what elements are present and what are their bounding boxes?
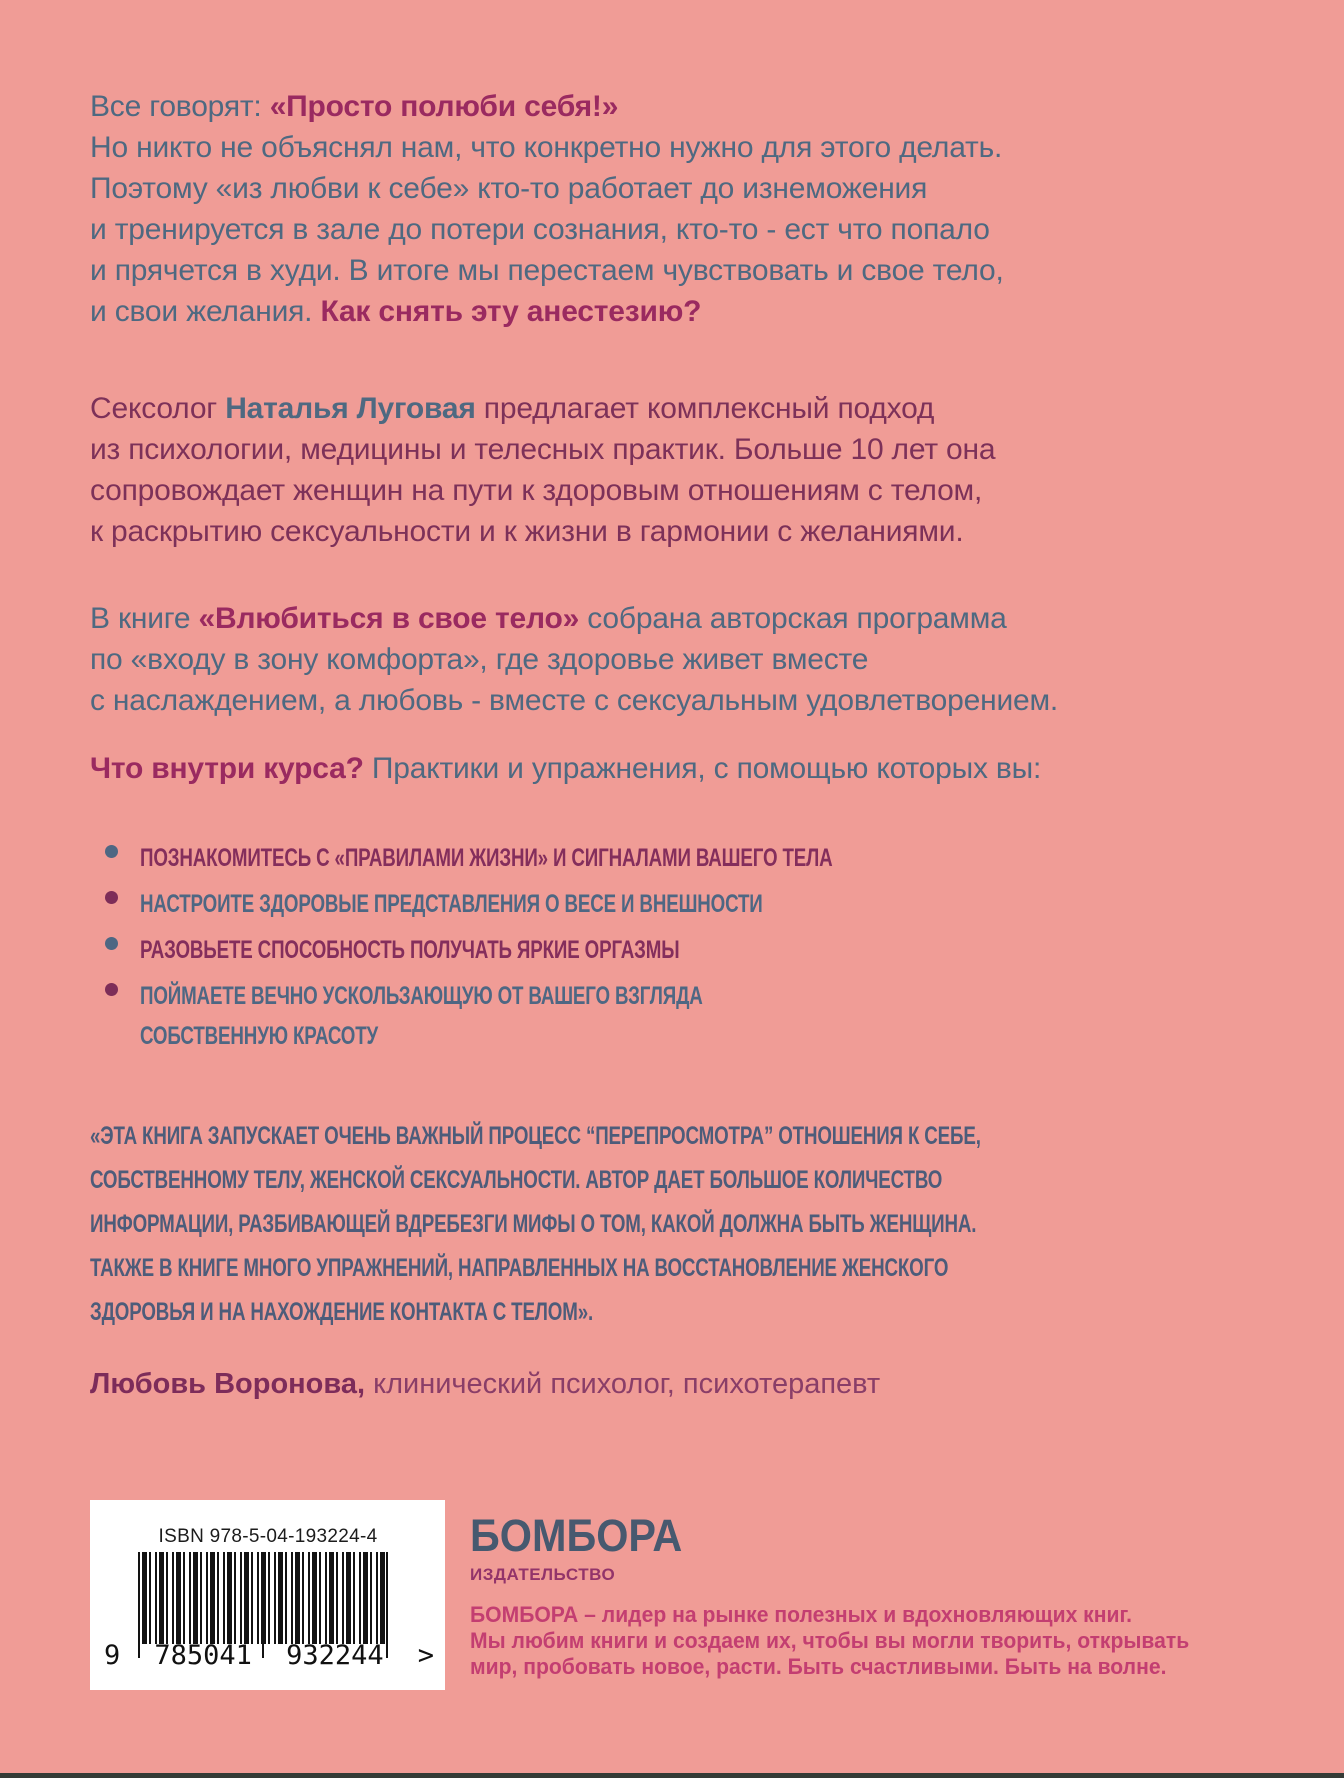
bullet-item-2 [105,884,970,924]
book-line1-post: собрана авторская программа [579,602,1007,635]
author-line-1 [90,388,995,429]
barcode-digit-lead: 9 [104,1640,121,1671]
barcode-digit-group2: 932244 [286,1640,384,1671]
book-paragraph [90,598,1058,721]
publisher-desc-line-3: мир, пробовать новое, расти. Быть счастливыми. Быть на волне. [470,1654,1167,1679]
bullet-dot-icon [105,983,118,996]
barcode-suffix: > [417,1640,434,1671]
intro-line-5: и прячется в худи. В итоге мы перестаем чувствовать и свое тело, [90,254,1004,287]
publisher-logo: БОМБОРА [470,1510,683,1561]
bullet-4-text [140,976,890,1056]
intro-line-4: и тренируется в зале до потери сознания, кто-то - ест что попало [90,213,990,246]
bullet-2-text: НАСТРОИТЕ ЗДОРОВЫЕ ПРЕДСТАВЛЕНИЯ О ВЕСЕ И ВНЕШНОСТИ [140,890,763,918]
quote-line-1: «ЭТА КНИГА ЗАПУСКАЕТ ОЧЕНЬ ВАЖНЫЙ ПРОЦЕСС “ПЕРЕПРОСМОТРА” ОТНОШЕНИЯ К СЕБЕ, [90,1122,981,1150]
book-line-2: по «входу в зону комфорта», где здоровье живет вместе [90,643,869,676]
quote-line-3: ИНФОРМАЦИИ, РАЗБИВАЮЩЕЙ ВДРЕБЕЗГИ МИФЫ О ТОМ, КАКОЙ ДОЛЖНА БЫТЬ ЖЕНЩИНА. [90,1210,977,1238]
bullet-3-text: РАЗОВЬЕТЕ СПОСОБНОСТЬ ПОЛУЧАТЬ ЯРКИЕ ОРГАЗМЫ [140,936,680,964]
intro-line-6 [90,291,1004,332]
isbn-barcode-box [90,1500,445,1690]
intro-line1-normal: Все говорят: [90,90,270,123]
bullet-item-3 [105,930,859,970]
quote-line-4: ТАКЖЕ В КНИГЕ МНОГО УПРАЖНЕНИЙ, НАПРАВЛЕННЫХ НА ВОССТАНОВЛЕНИЕ ЖЕНСКОГО [90,1254,949,1282]
intro-line6-bold: Как снять эту анестезию? [320,295,702,328]
barcode-digit-group1: 785041 [154,1640,252,1671]
author-line-4: к раскрытию сексуальности и к жизни в гармонии с желаниями. [90,515,964,548]
publisher-desc-line-2: Мы любим книги и создаем их, чтобы вы могли творить, открывать [470,1628,1190,1653]
reviewer-role: клинический психолог, психотерапевт [365,1368,881,1400]
quote-attribution [90,1368,880,1401]
intro-line-3: Поэтому «из любви к себе» кто-то работает до изнеможения [90,172,928,205]
bullet-dot-icon [105,845,118,858]
intro-paragraph [90,86,1004,332]
book-line1-pre: В книге [90,602,199,635]
quote-line-2: СОБСТВЕННОМУ ТЕЛУ, ЖЕНСКОЙ СЕКСУАЛЬНОСТИ. АВТОР ДАЕТ БОЛЬШОЕ КОЛИЧЕСТВО [90,1166,943,1194]
author-paragraph [90,388,995,552]
isbn-label: ISBN 978-5-04-193224-4 [158,1526,378,1547]
publisher-subtitle: ИЗДАТЕЛЬСТВО [470,1565,616,1584]
quote-line-5: ЗДОРОВЬЯ И НА НАХОЖДЕНИЕ КОНТАКТА С ТЕЛОМ». [90,1298,594,1326]
bullet-4-line-1: ПОЙМАЕТЕ ВЕЧНО УСКОЛЬЗАЮЩУЮ ОТ ВАШЕГО ВЗГЛЯДА [140,982,703,1010]
course-rest: Практики и упражнения, с помощью которых вы: [363,752,1042,785]
author-line1-pre: Сексолог [90,392,226,425]
barcode-digits [104,1640,434,1671]
book-title: «Влюбиться в свое тело» [198,602,580,635]
author-line1-post: предлагает комплексный подход [475,392,935,425]
bullet-dot-icon [105,891,118,904]
author-line-2: из психологии, медицины и телесных практик. Больше 10 лет она [90,433,996,466]
intro-line1-bold: «Просто полюби себя!» [269,90,619,123]
author-line-3: сопровождает женщин на пути к здоровым отношениям с телом, [90,474,983,507]
intro-line-2: Но никто не объяснял нам, что конкретно нужно для этого делать. [90,131,1003,164]
publisher-desc-line-1: БОМБОРА – лидер на рынке полезных и вдохновляющих книг. [470,1602,1133,1627]
course-question: Что внутри курса? [90,752,364,785]
reviewer-name: Любовь Воронова, [90,1368,366,1400]
intro-line6-normal: и свои желания. [90,295,321,328]
author-name: Наталья Луговая [225,392,476,425]
bullet-4-line-2: СОБСТВЕННУЮ КРАСОТУ [140,1022,379,1050]
intro-line-1 [90,86,1004,127]
book-line-1 [90,598,1058,639]
bullet-item-1 [105,838,1063,878]
publisher-description [470,1602,1189,1680]
bullet-1-text: ПОЗНАКОМИТЕСЬ С «ПРАВИЛАМИ ЖИЗНИ» И СИГНАЛАМИ ВАШЕГО ТЕЛА [140,844,833,872]
bullet-item-4 [105,976,890,1056]
book-line-3: с наслаждением, а любовь - вместе с сексуальным удовлетворением. [90,684,1059,717]
bullet-dot-icon [105,937,118,950]
course-intro [90,748,1041,789]
book-bottom-edge [0,1773,1344,1778]
